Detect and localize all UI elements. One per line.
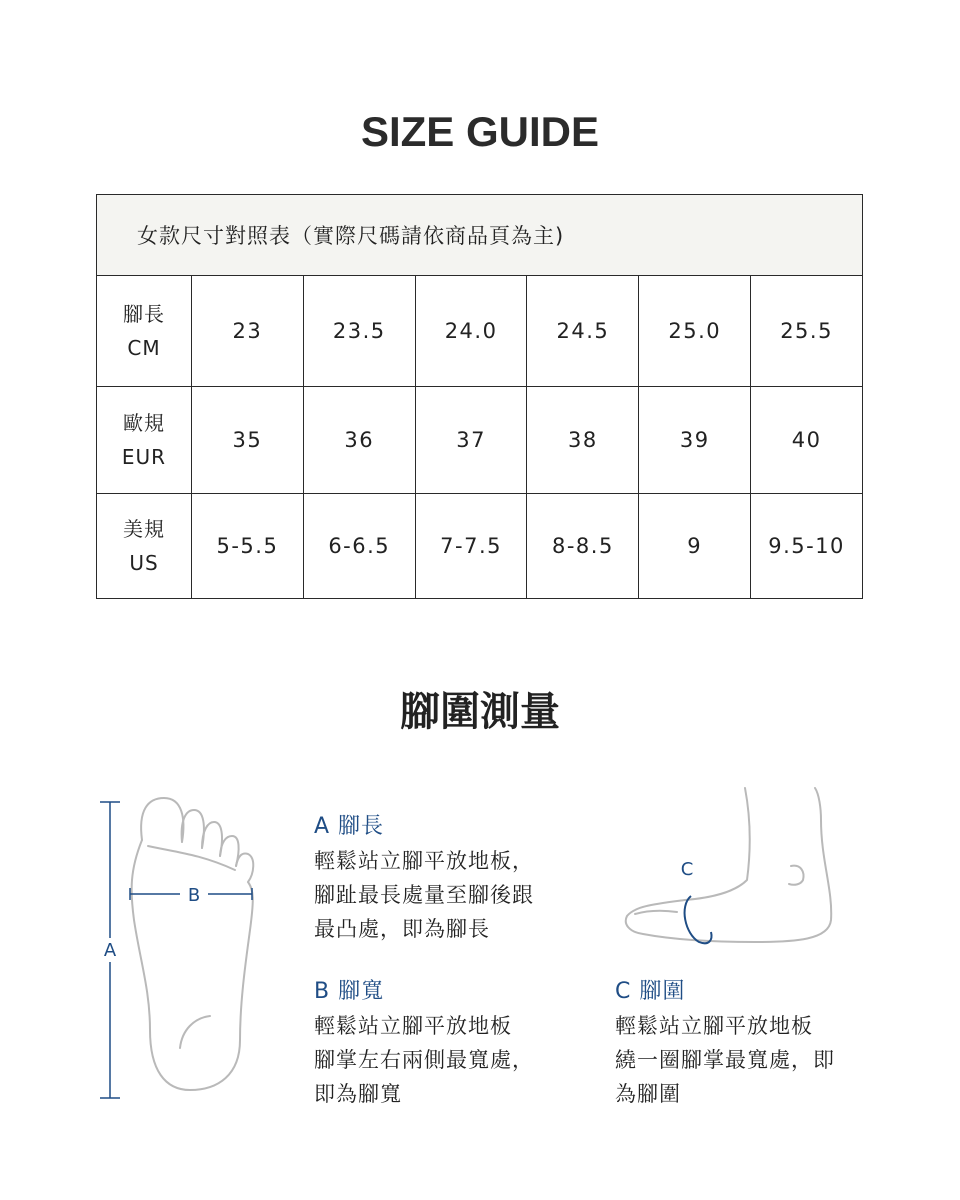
desc-a-title: A 腳長: [314, 814, 385, 839]
table-cell: 25.5: [751, 276, 863, 387]
toe-outline: [635, 911, 677, 914]
desc-line: 為腳圍: [615, 1082, 681, 1106]
table-cell: 36: [303, 387, 415, 494]
table-caption: 女款尺寸對照表（實際尺碼請依商品頁為主): [97, 195, 863, 276]
table-cell: 9.5-10: [751, 494, 863, 599]
desc-line: 輕鬆站立腳平放地板: [615, 1014, 813, 1038]
table-cell: 38: [527, 387, 639, 494]
table-cell: 8-8.5: [527, 494, 639, 599]
table-cell: 40: [751, 387, 863, 494]
table-row: [97, 387, 863, 494]
table-cell: 6-6.5: [303, 494, 415, 599]
label-a: A: [103, 940, 117, 961]
circumference-ring: [685, 896, 712, 943]
desc-line: 繞一圈腳掌最寬處，即: [615, 1048, 835, 1072]
label-b: B: [187, 885, 201, 906]
leg-front-outline: [626, 788, 831, 942]
row-header-unit: US: [129, 551, 159, 575]
size-table: [96, 194, 863, 599]
ankle-bone-outline: [789, 866, 804, 885]
table-cell: 24.5: [527, 276, 639, 387]
big-toe-outline: [141, 798, 183, 842]
row-header-label: 美規: [123, 517, 165, 541]
table-cell: 23: [192, 276, 304, 387]
toe-outline: [182, 810, 204, 848]
row-header: [97, 494, 192, 599]
desc-b-title: B 腳寬: [314, 979, 385, 1004]
table-cell: 37: [415, 387, 527, 494]
desc-b: [314, 975, 534, 1111]
foot-sole-diagram: [90, 790, 270, 1110]
heel-arc: [180, 1016, 210, 1048]
foot-side-diagram: [615, 780, 845, 960]
desc-line: 即為腳寬: [314, 1082, 402, 1106]
table-cell: 9: [639, 494, 751, 599]
row-header: [97, 387, 192, 494]
desc-line: 腳掌左右兩側最寬處，: [314, 1048, 534, 1072]
toe-outline: [202, 822, 222, 856]
table-row: [97, 494, 863, 599]
row-header-unit: EUR: [121, 445, 167, 469]
desc-line: 腳趾最長處量至腳後跟: [314, 883, 534, 907]
table-cell: 24.0: [415, 276, 527, 387]
sole-outline: [132, 840, 253, 1090]
row-header-label: 腳長: [123, 302, 165, 326]
page-title: SIZE GUIDE: [360, 108, 600, 155]
table-row: [97, 276, 863, 387]
desc-line: 最凸處，即為腳長: [314, 917, 490, 941]
desc-c: [615, 975, 835, 1111]
measure-heading: 腳圍測量: [400, 689, 560, 735]
desc-c-title: C 腳圍: [615, 979, 686, 1004]
table-cell: 5-5.5: [192, 494, 304, 599]
table-cell: 39: [639, 387, 751, 494]
desc-a: [314, 810, 534, 946]
table-cell: 7-7.5: [415, 494, 527, 599]
table-cell: 25.0: [639, 276, 751, 387]
row-header: [97, 276, 192, 387]
row-header-label: 歐規: [123, 411, 165, 435]
toe-outline: [236, 854, 253, 883]
desc-line: 輕鬆站立腳平放地板: [314, 1014, 512, 1038]
label-c: C: [680, 859, 694, 880]
table-cell: 23.5: [303, 276, 415, 387]
row-header-unit: CM: [127, 336, 161, 360]
desc-line: 輕鬆站立腳平放地板，: [314, 849, 534, 873]
table-cell: 35: [192, 387, 304, 494]
